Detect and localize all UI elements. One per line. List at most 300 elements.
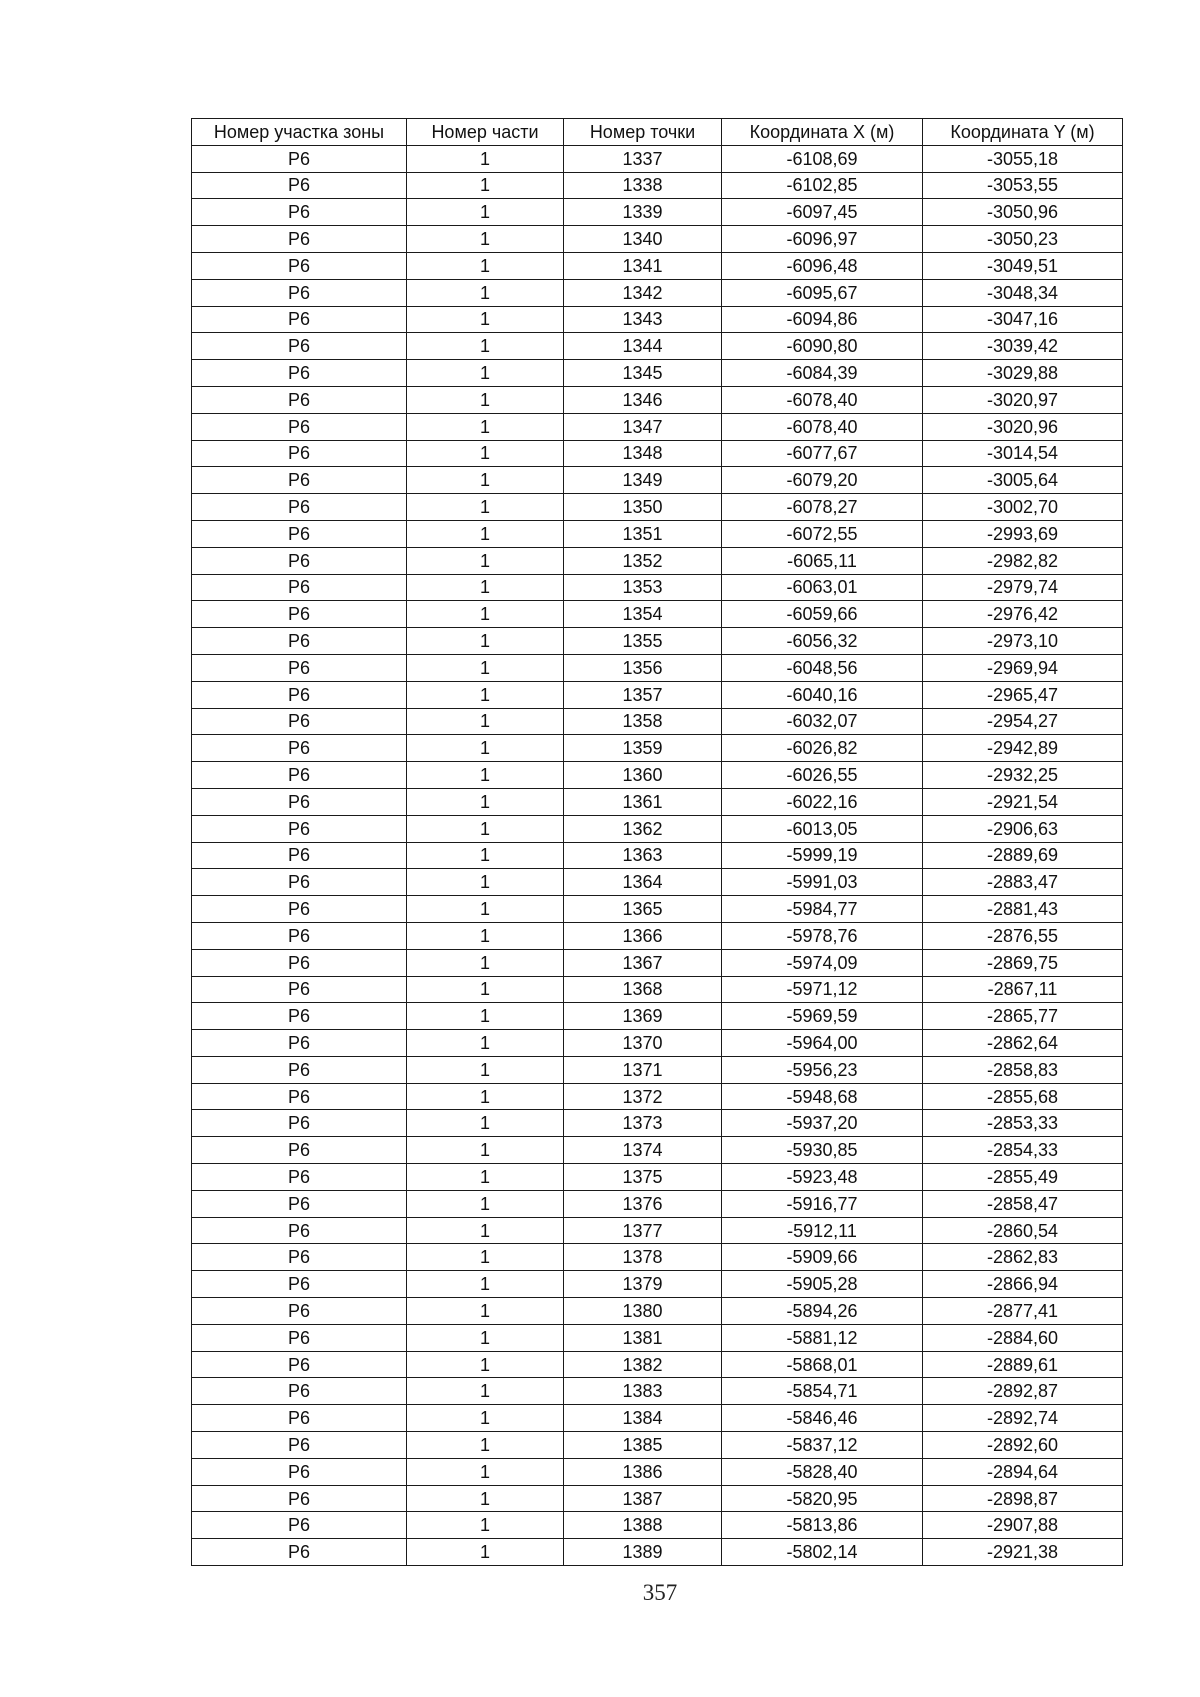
cell-point-number: 1380 — [564, 1298, 722, 1325]
cell-zone-section: Р6 — [192, 1137, 407, 1164]
cell-coordinate-y: -2907,88 — [923, 1512, 1123, 1539]
cell-coordinate-y: -2942,89 — [923, 735, 1123, 762]
table-row — [192, 762, 1123, 789]
cell-part-number: 1 — [407, 1056, 564, 1083]
cell-point-number: 1373 — [564, 1110, 722, 1137]
cell-point-number: 1359 — [564, 735, 722, 762]
page-number: 357 — [642, 1580, 678, 1605]
cell-coordinate-x: -5984,77 — [722, 896, 923, 923]
cell-part-number: 1 — [407, 1324, 564, 1351]
cell-zone-section: Р6 — [192, 440, 407, 467]
table-row — [192, 788, 1123, 815]
cell-coordinate-x: -5923,48 — [722, 1164, 923, 1191]
cell-part-number: 1 — [407, 172, 564, 199]
table-row — [192, 1137, 1123, 1164]
cell-part-number: 1 — [407, 145, 564, 172]
cell-coordinate-y: -2858,47 — [923, 1190, 1123, 1217]
table-row — [192, 440, 1123, 467]
cell-coordinate-y: -2889,69 — [923, 842, 1123, 869]
cell-point-number: 1347 — [564, 413, 722, 440]
cell-coordinate-y: -3047,16 — [923, 306, 1123, 333]
coordinates-table — [191, 118, 1123, 1566]
cell-coordinate-y: -2892,87 — [923, 1378, 1123, 1405]
cell-coordinate-y: -2954,27 — [923, 708, 1123, 735]
cell-zone-section: Р6 — [192, 360, 407, 387]
table-row — [192, 386, 1123, 413]
cell-point-number: 1340 — [564, 226, 722, 253]
cell-coordinate-x: -6108,69 — [722, 145, 923, 172]
cell-point-number: 1372 — [564, 1083, 722, 1110]
cell-part-number: 1 — [407, 949, 564, 976]
cell-coordinate-y: -2969,94 — [923, 654, 1123, 681]
cell-part-number: 1 — [407, 1030, 564, 1057]
cell-coordinate-x: -6078,40 — [722, 413, 923, 440]
cell-part-number: 1 — [407, 520, 564, 547]
cell-coordinate-x: -5802,14 — [722, 1539, 923, 1566]
table-row — [192, 1458, 1123, 1485]
cell-part-number: 1 — [407, 413, 564, 440]
table-row — [192, 145, 1123, 172]
cell-coordinate-y: -2883,47 — [923, 869, 1123, 896]
cell-point-number: 1358 — [564, 708, 722, 735]
cell-zone-section: Р6 — [192, 226, 407, 253]
cell-part-number: 1 — [407, 494, 564, 521]
cell-coordinate-x: -5971,12 — [722, 976, 923, 1003]
cell-zone-section: Р6 — [192, 1298, 407, 1325]
cell-zone-section: Р6 — [192, 601, 407, 628]
cell-coordinate-x: -5930,85 — [722, 1137, 923, 1164]
cell-part-number: 1 — [407, 708, 564, 735]
table-row — [192, 949, 1123, 976]
cell-part-number: 1 — [407, 601, 564, 628]
cell-zone-section: Р6 — [192, 252, 407, 279]
cell-part-number: 1 — [407, 1137, 564, 1164]
cell-zone-section: Р6 — [192, 815, 407, 842]
cell-part-number: 1 — [407, 252, 564, 279]
cell-zone-section: Р6 — [192, 869, 407, 896]
cell-zone-section: Р6 — [192, 1244, 407, 1271]
cell-coordinate-x: -6056,32 — [722, 628, 923, 655]
table-row — [192, 226, 1123, 253]
cell-part-number: 1 — [407, 1485, 564, 1512]
header-point-number: Номер точки — [564, 119, 722, 146]
cell-part-number: 1 — [407, 440, 564, 467]
cell-zone-section: Р6 — [192, 842, 407, 869]
cell-zone-section: Р6 — [192, 1190, 407, 1217]
table-row — [192, 654, 1123, 681]
cell-coordinate-y: -2862,64 — [923, 1030, 1123, 1057]
cell-point-number: 1341 — [564, 252, 722, 279]
cell-coordinate-x: -5820,95 — [722, 1485, 923, 1512]
cell-zone-section: Р6 — [192, 1271, 407, 1298]
cell-part-number: 1 — [407, 279, 564, 306]
cell-coordinate-y: -2889,61 — [923, 1351, 1123, 1378]
cell-zone-section: Р6 — [192, 1512, 407, 1539]
cell-point-number: 1342 — [564, 279, 722, 306]
cell-point-number: 1361 — [564, 788, 722, 815]
cell-coordinate-x: -5909,66 — [722, 1244, 923, 1271]
table-row — [192, 1485, 1123, 1512]
cell-coordinate-y: -3055,18 — [923, 145, 1123, 172]
cell-coordinate-x: -5978,76 — [722, 922, 923, 949]
cell-zone-section: Р6 — [192, 467, 407, 494]
cell-point-number: 1368 — [564, 976, 722, 1003]
table-row — [192, 306, 1123, 333]
cell-part-number: 1 — [407, 360, 564, 387]
table-row — [192, 1539, 1123, 1566]
cell-coordinate-x: -6096,48 — [722, 252, 923, 279]
cell-zone-section: Р6 — [192, 494, 407, 521]
cell-part-number: 1 — [407, 226, 564, 253]
cell-coordinate-y: -2921,54 — [923, 788, 1123, 815]
cell-zone-section: Р6 — [192, 628, 407, 655]
cell-part-number: 1 — [407, 869, 564, 896]
cell-part-number: 1 — [407, 735, 564, 762]
cell-coordinate-x: -5813,86 — [722, 1512, 923, 1539]
cell-coordinate-x: -6040,16 — [722, 681, 923, 708]
cell-part-number: 1 — [407, 1351, 564, 1378]
cell-coordinate-x: -5916,77 — [722, 1190, 923, 1217]
cell-zone-section: Р6 — [192, 1458, 407, 1485]
cell-coordinate-y: -2921,38 — [923, 1539, 1123, 1566]
cell-coordinate-x: -5837,12 — [722, 1432, 923, 1459]
cell-coordinate-y: -2973,10 — [923, 628, 1123, 655]
cell-part-number: 1 — [407, 842, 564, 869]
cell-zone-section: Р6 — [192, 654, 407, 681]
cell-coordinate-y: -2855,49 — [923, 1164, 1123, 1191]
table-body — [192, 145, 1123, 1565]
cell-zone-section: Р6 — [192, 333, 407, 360]
cell-coordinate-y: -3014,54 — [923, 440, 1123, 467]
cell-zone-section: Р6 — [192, 1030, 407, 1057]
cell-zone-section: Р6 — [192, 1056, 407, 1083]
cell-zone-section: Р6 — [192, 145, 407, 172]
table-row — [192, 199, 1123, 226]
cell-coordinate-x: -6077,67 — [722, 440, 923, 467]
cell-coordinate-x: -5969,59 — [722, 1003, 923, 1030]
cell-coordinate-x: -5937,20 — [722, 1110, 923, 1137]
cell-part-number: 1 — [407, 762, 564, 789]
cell-point-number: 1351 — [564, 520, 722, 547]
cell-point-number: 1366 — [564, 922, 722, 949]
cell-coordinate-y: -2884,60 — [923, 1324, 1123, 1351]
cell-coordinate-y: -2860,54 — [923, 1217, 1123, 1244]
cell-part-number: 1 — [407, 306, 564, 333]
cell-coordinate-x: -6079,20 — [722, 467, 923, 494]
cell-part-number: 1 — [407, 547, 564, 574]
cell-coordinate-y: -3039,42 — [923, 333, 1123, 360]
cell-part-number: 1 — [407, 1003, 564, 1030]
table-row — [192, 1271, 1123, 1298]
cell-coordinate-y: -2894,64 — [923, 1458, 1123, 1485]
table-row — [192, 1324, 1123, 1351]
cell-point-number: 1343 — [564, 306, 722, 333]
cell-zone-section: Р6 — [192, 386, 407, 413]
cell-zone-section: Р6 — [192, 574, 407, 601]
cell-part-number: 1 — [407, 1512, 564, 1539]
cell-coordinate-x: -6048,56 — [722, 654, 923, 681]
cell-point-number: 1355 — [564, 628, 722, 655]
header-coordinate-x: Координата X (м) — [722, 119, 923, 146]
cell-coordinate-x: -6102,85 — [722, 172, 923, 199]
cell-part-number: 1 — [407, 815, 564, 842]
cell-coordinate-y: -2892,74 — [923, 1405, 1123, 1432]
cell-zone-section: Р6 — [192, 1324, 407, 1351]
cell-zone-section: Р6 — [192, 788, 407, 815]
cell-part-number: 1 — [407, 1432, 564, 1459]
table-row — [192, 922, 1123, 949]
cell-part-number: 1 — [407, 1083, 564, 1110]
cell-point-number: 1384 — [564, 1405, 722, 1432]
cell-zone-section: Р6 — [192, 172, 407, 199]
cell-zone-section: Р6 — [192, 1405, 407, 1432]
cell-zone-section: Р6 — [192, 1539, 407, 1566]
table-row — [192, 252, 1123, 279]
cell-coordinate-x: -5894,26 — [722, 1298, 923, 1325]
cell-coordinate-y: -2979,74 — [923, 574, 1123, 601]
cell-part-number: 1 — [407, 1298, 564, 1325]
cell-part-number: 1 — [407, 199, 564, 226]
table-row — [192, 1083, 1123, 1110]
cell-coordinate-y: -2881,43 — [923, 896, 1123, 923]
cell-coordinate-x: -5974,09 — [722, 949, 923, 976]
table-row — [192, 1432, 1123, 1459]
table-row — [192, 1190, 1123, 1217]
cell-part-number: 1 — [407, 1458, 564, 1485]
cell-zone-section: Р6 — [192, 413, 407, 440]
cell-coordinate-x: -6084,39 — [722, 360, 923, 387]
cell-coordinate-x: -5964,00 — [722, 1030, 923, 1057]
table-row — [192, 1244, 1123, 1271]
cell-point-number: 1374 — [564, 1137, 722, 1164]
cell-part-number: 1 — [407, 1190, 564, 1217]
table-row — [192, 1110, 1123, 1137]
table-row — [192, 1351, 1123, 1378]
cell-zone-section: Р6 — [192, 708, 407, 735]
table-row — [192, 628, 1123, 655]
cell-coordinate-x: -6022,16 — [722, 788, 923, 815]
cell-point-number: 1345 — [564, 360, 722, 387]
cell-coordinate-y: -3020,97 — [923, 386, 1123, 413]
table-row — [192, 842, 1123, 869]
table-row — [192, 172, 1123, 199]
cell-coordinate-x: -6096,97 — [722, 226, 923, 253]
cell-zone-section: Р6 — [192, 1378, 407, 1405]
cell-coordinate-y: -3050,23 — [923, 226, 1123, 253]
cell-coordinate-y: -3005,64 — [923, 467, 1123, 494]
cell-point-number: 1349 — [564, 467, 722, 494]
cell-zone-section: Р6 — [192, 949, 407, 976]
cell-point-number: 1377 — [564, 1217, 722, 1244]
table-row — [192, 494, 1123, 521]
cell-zone-section: Р6 — [192, 735, 407, 762]
cell-coordinate-x: -5956,23 — [722, 1056, 923, 1083]
cell-coordinate-y: -2965,47 — [923, 681, 1123, 708]
cell-coordinate-x: -6026,82 — [722, 735, 923, 762]
cell-coordinate-x: -6059,66 — [722, 601, 923, 628]
cell-part-number: 1 — [407, 896, 564, 923]
cell-point-number: 1369 — [564, 1003, 722, 1030]
table-row — [192, 869, 1123, 896]
table-row — [192, 1056, 1123, 1083]
cell-part-number: 1 — [407, 333, 564, 360]
table-header — [192, 119, 1123, 146]
cell-coordinate-x: -5868,01 — [722, 1351, 923, 1378]
cell-part-number: 1 — [407, 654, 564, 681]
cell-point-number: 1346 — [564, 386, 722, 413]
cell-point-number: 1389 — [564, 1539, 722, 1566]
cell-coordinate-y: -2854,33 — [923, 1137, 1123, 1164]
cell-coordinate-y: -2982,82 — [923, 547, 1123, 574]
cell-coordinate-x: -6032,07 — [722, 708, 923, 735]
cell-zone-section: Р6 — [192, 1083, 407, 1110]
table-row — [192, 976, 1123, 1003]
cell-point-number: 1386 — [564, 1458, 722, 1485]
table-row — [192, 1405, 1123, 1432]
cell-point-number: 1385 — [564, 1432, 722, 1459]
cell-coordinate-y: -3002,70 — [923, 494, 1123, 521]
cell-zone-section: Р6 — [192, 762, 407, 789]
cell-point-number: 1339 — [564, 199, 722, 226]
cell-coordinate-y: -2877,41 — [923, 1298, 1123, 1325]
table-row — [192, 681, 1123, 708]
cell-coordinate-y: -2892,60 — [923, 1432, 1123, 1459]
table-row — [192, 333, 1123, 360]
cell-coordinate-x: -6097,45 — [722, 199, 923, 226]
cell-part-number: 1 — [407, 922, 564, 949]
cell-zone-section: Р6 — [192, 976, 407, 1003]
table-row — [192, 467, 1123, 494]
cell-coordinate-x: -5854,71 — [722, 1378, 923, 1405]
header-zone-section: Номер участка зоны — [192, 119, 407, 146]
cell-coordinate-y: -2906,63 — [923, 815, 1123, 842]
cell-coordinate-y: -2865,77 — [923, 1003, 1123, 1030]
cell-point-number: 1353 — [564, 574, 722, 601]
table-row — [192, 1378, 1123, 1405]
cell-coordinate-x: -6078,27 — [722, 494, 923, 521]
header-part-number: Номер части — [407, 119, 564, 146]
table-row — [192, 547, 1123, 574]
header-coordinate-y: Координата Y (м) — [923, 119, 1123, 146]
cell-point-number: 1344 — [564, 333, 722, 360]
cell-coordinate-x: -6072,55 — [722, 520, 923, 547]
cell-part-number: 1 — [407, 1378, 564, 1405]
cell-coordinate-x: -6094,86 — [722, 306, 923, 333]
cell-point-number: 1383 — [564, 1378, 722, 1405]
cell-point-number: 1364 — [564, 869, 722, 896]
cell-coordinate-x: -6090,80 — [722, 333, 923, 360]
cell-point-number: 1352 — [564, 547, 722, 574]
cell-coordinate-y: -2866,94 — [923, 1271, 1123, 1298]
cell-point-number: 1354 — [564, 601, 722, 628]
cell-point-number: 1362 — [564, 815, 722, 842]
table-row — [192, 815, 1123, 842]
cell-point-number: 1338 — [564, 172, 722, 199]
table-row — [192, 708, 1123, 735]
cell-coordinate-y: -2993,69 — [923, 520, 1123, 547]
table-row — [192, 360, 1123, 387]
cell-zone-section: Р6 — [192, 896, 407, 923]
cell-zone-section: Р6 — [192, 681, 407, 708]
cell-point-number: 1387 — [564, 1485, 722, 1512]
table-row — [192, 1298, 1123, 1325]
cell-point-number: 1379 — [564, 1271, 722, 1298]
cell-zone-section: Р6 — [192, 547, 407, 574]
cell-point-number: 1365 — [564, 896, 722, 923]
cell-point-number: 1363 — [564, 842, 722, 869]
cell-coordinate-x: -5948,68 — [722, 1083, 923, 1110]
cell-point-number: 1360 — [564, 762, 722, 789]
table-row — [192, 601, 1123, 628]
table-row — [192, 520, 1123, 547]
cell-part-number: 1 — [407, 467, 564, 494]
cell-coordinate-x: -6026,55 — [722, 762, 923, 789]
table-row — [192, 1003, 1123, 1030]
cell-coordinate-y: -3049,51 — [923, 252, 1123, 279]
cell-part-number: 1 — [407, 1110, 564, 1137]
cell-point-number: 1370 — [564, 1030, 722, 1057]
cell-coordinate-x: -5991,03 — [722, 869, 923, 896]
cell-point-number: 1378 — [564, 1244, 722, 1271]
cell-point-number: 1356 — [564, 654, 722, 681]
cell-part-number: 1 — [407, 1164, 564, 1191]
cell-point-number: 1367 — [564, 949, 722, 976]
cell-part-number: 1 — [407, 681, 564, 708]
cell-coordinate-x: -5881,12 — [722, 1324, 923, 1351]
cell-part-number: 1 — [407, 628, 564, 655]
cell-point-number: 1348 — [564, 440, 722, 467]
cell-point-number: 1357 — [564, 681, 722, 708]
table-row — [192, 574, 1123, 601]
cell-zone-section: Р6 — [192, 1003, 407, 1030]
cell-point-number: 1350 — [564, 494, 722, 521]
cell-coordinate-y: -2862,83 — [923, 1244, 1123, 1271]
table-row — [192, 1217, 1123, 1244]
cell-coordinate-y: -2853,33 — [923, 1110, 1123, 1137]
cell-zone-section: Р6 — [192, 922, 407, 949]
cell-part-number: 1 — [407, 574, 564, 601]
cell-point-number: 1375 — [564, 1164, 722, 1191]
cell-coordinate-y: -2855,68 — [923, 1083, 1123, 1110]
cell-coordinate-y: -2932,25 — [923, 762, 1123, 789]
table-row — [192, 413, 1123, 440]
cell-point-number: 1381 — [564, 1324, 722, 1351]
cell-coordinate-x: -5905,28 — [722, 1271, 923, 1298]
cell-zone-section: Р6 — [192, 1217, 407, 1244]
table-row — [192, 735, 1123, 762]
cell-part-number: 1 — [407, 1271, 564, 1298]
cell-point-number: 1388 — [564, 1512, 722, 1539]
cell-zone-section: Р6 — [192, 199, 407, 226]
cell-zone-section: Р6 — [192, 1351, 407, 1378]
cell-zone-section: Р6 — [192, 1432, 407, 1459]
cell-coordinate-y: -2869,75 — [923, 949, 1123, 976]
cell-zone-section: Р6 — [192, 1164, 407, 1191]
cell-coordinate-y: -3053,55 — [923, 172, 1123, 199]
cell-part-number: 1 — [407, 1244, 564, 1271]
cell-coordinate-y: -3029,88 — [923, 360, 1123, 387]
cell-coordinate-x: -5912,11 — [722, 1217, 923, 1244]
cell-zone-section: Р6 — [192, 1110, 407, 1137]
cell-part-number: 1 — [407, 386, 564, 413]
cell-part-number: 1 — [407, 1539, 564, 1566]
cell-coordinate-x: -6095,67 — [722, 279, 923, 306]
table-row — [192, 1030, 1123, 1057]
cell-zone-section: Р6 — [192, 1485, 407, 1512]
cell-coordinate-x: -5828,40 — [722, 1458, 923, 1485]
cell-point-number: 1382 — [564, 1351, 722, 1378]
cell-coordinate-y: -2858,83 — [923, 1056, 1123, 1083]
